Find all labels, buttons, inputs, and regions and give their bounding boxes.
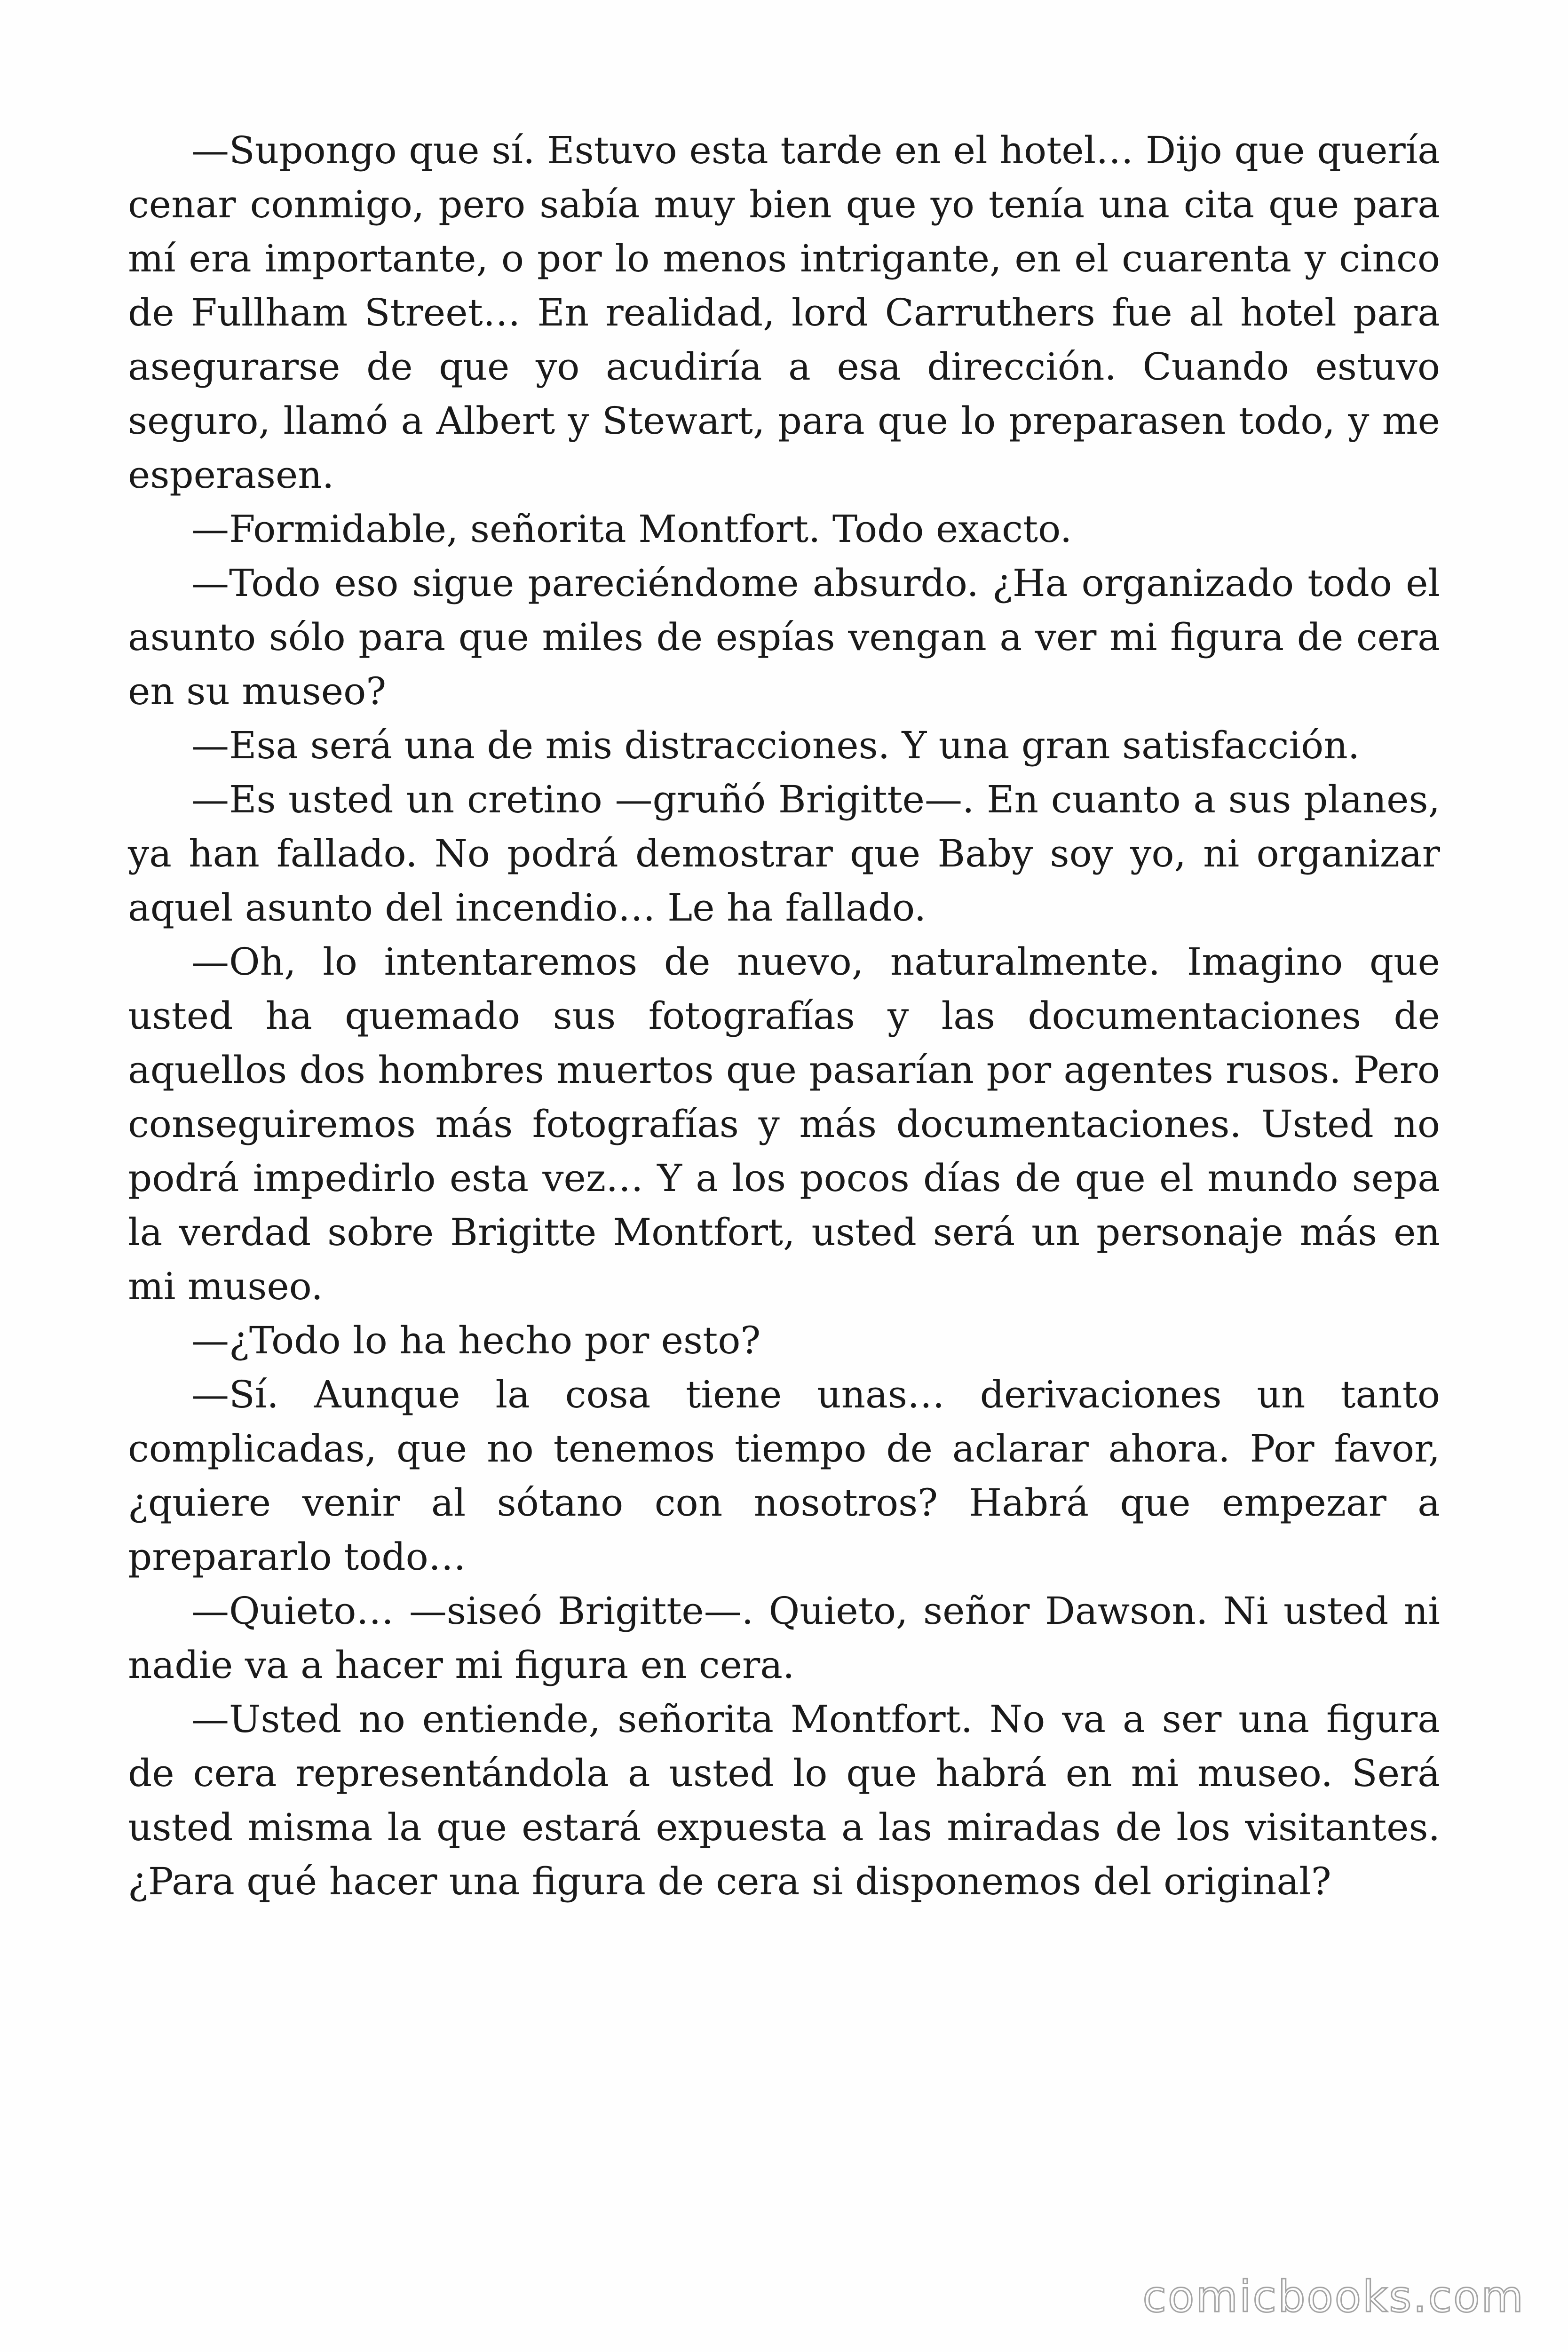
body-text — [128, 123, 1440, 1908]
paragraph: —Oh, lo intentaremos de nuevo, naturalmente. Imagino que usted ha quemado sus fotografías y las documentaciones de aquellos dos hombres muertos que pasarían por agentes rusos. Pero conseguiremos más fotografías y más documentaciones. Usted no podrá impedirlo esta vez… Y a los pocos días de que el mundo sepa la verdad sobre Brigitte Montfort, usted será un personaje más en mi museo. — [128, 940, 1440, 1308]
paragraph: —Esa será una de mis distracciones. Y una gran satisfacción. — [191, 723, 1360, 767]
watermark: comicbooks.com — [1142, 2272, 1525, 2322]
paragraph: —¿Todo lo ha hecho por esto? — [191, 1319, 761, 1362]
paragraph: —Es usted un cretino —gruñó Brigitte—. En cuanto a sus planes, ya han fallado. No podrá demostrar que Baby soy yo, ni organizar aquel asunto del incendio… Le ha fallado. — [128, 778, 1440, 930]
paragraph: —Usted no entiende, señorita Montfort. No va a ser una figura de cera representándola a usted lo que habrá en mi museo. Será usted misma la que estará expuesta a las miradas de los visitantes. ¿Para qué hacer una figura de cera si disponemos del original? — [128, 1697, 1440, 1903]
paragraph: —Quieto… —siseó Brigitte—. Quieto, señor Dawson. Ni usted ni nadie va a hacer mi figura en cera. — [128, 1589, 1440, 1687]
paragraph: —Todo eso sigue pareciéndome absurdo. ¿Ha organizado todo el asunto sólo para que miles de espías vengan a ver mi figura de cera en su museo? — [128, 561, 1440, 713]
paragraph: —Formidable, señorita Montfort. Todo exacto. — [191, 507, 1072, 551]
paragraph: —Sí. Aunque la cosa tiene unas… derivaciones un tanto complicadas, que no tenemos tiempo de aclarar ahora. Por favor, ¿quiere venir al sótano con nosotros? Habrá que empezar a prepararlo todo… — [128, 1373, 1440, 1579]
paragraph: —Supongo que sí. Estuvo esta tarde en el hotel… Dijo que quería cenar conmigo, pero sabía muy bien que yo tenía una cita que para mí era importante, o por lo menos intrigante, en el cuarenta y cinco de Fullham Street… En realidad, lord Carruthers fue al hotel para asegurarse de que yo acudiría a esa dirección. Cuando estuvo seguro, llamó a Albert y Stewart, para que lo preparasen todo, y me esperasen. — [128, 128, 1440, 497]
